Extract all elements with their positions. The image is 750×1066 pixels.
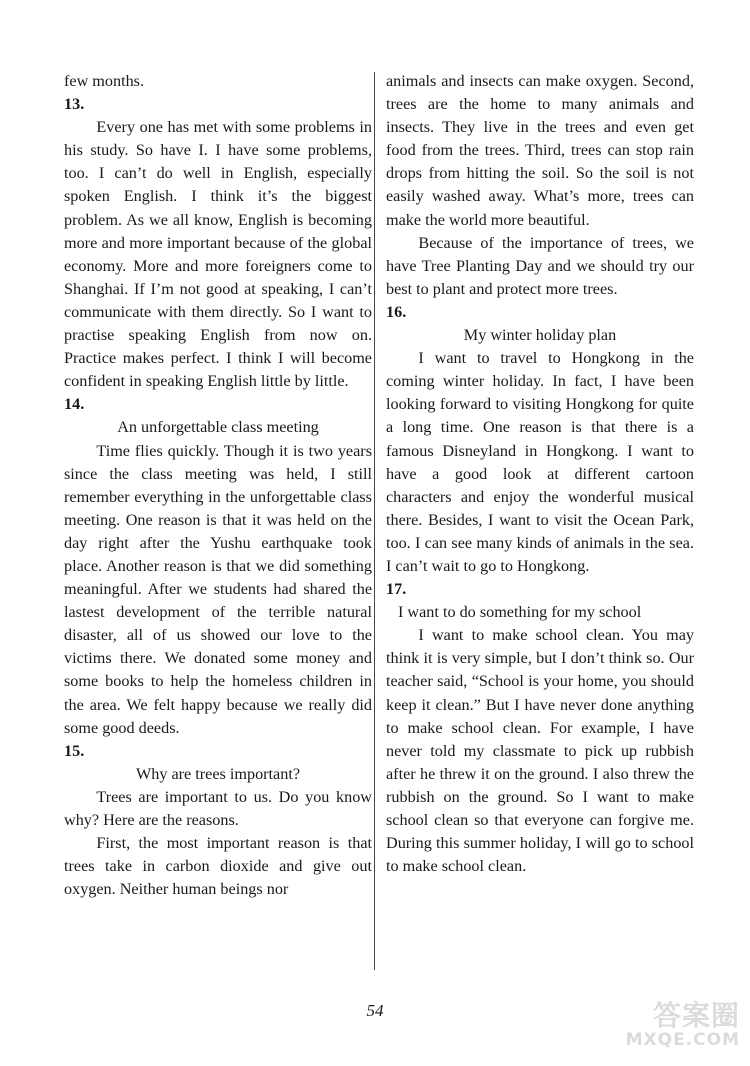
right-column bbox=[386, 70, 694, 878]
section-17-paragraph: I want to make school clean. You may think it is very simple, but I don’t think so. Our teacher said, “School is your home, you should keep it clean.” But I have never done anything to make school clean. For example, I have never told my classmate to pick up rubbish after he threw it on the ground. I also threw the rubbish on the ground. So I want to make school clean so that everyone can forgive me. During this summer holiday, I will go to school to make school clean. bbox=[386, 626, 694, 876]
section-15-paragraph-1: Trees are important to us. Do you know why? Here are the reasons. bbox=[64, 787, 372, 829]
section-14-title: An unforgettable class meeting bbox=[117, 418, 319, 437]
section-15-paragraph-2: First, the most important reason is that trees take in carbon dioxide and give out oxygen. Neither human beings nor bbox=[64, 834, 372, 899]
section-15-title: Why are trees important? bbox=[135, 764, 301, 783]
section-14-paragraph: Time flies quickly. Though it is two years since the class meeting was held, I still remember everything in the unforgettable class meeting. One reason is that it was held on the day right after the Yushu earthquake took place. Another reason is that we did something meaningful. After we students had shared the lastest development of the terrible natural disaster, all of us showed our love to the victims there. We donated some money and some books to help the homeless children in the area. We felt happy because we really did some good deeds. bbox=[64, 441, 372, 737]
section-16-title: My winter holiday plan bbox=[463, 326, 617, 345]
section-16-paragraph: I want to travel to Hongkong in the coming winter holiday. In fact, I have been looking forward to visiting Hongkong for quite a long time. One reason is that there is a famous Disneyland in Hongkong. I want to have a good look at different cartoon characters and enjoy the wonderful musical there. Besides, I want to visit the Ocean Park, too. I can see many kinds of animals in the sea. I can’t wait to go to Hongkong. bbox=[386, 349, 694, 575]
section-15-paragraph-3: Because of the importance of trees, we have Tree Planting Day and we should try our best to plant and protect more trees. bbox=[386, 233, 694, 298]
section-17-title: I want to do something for my school bbox=[398, 603, 642, 622]
section-13-number: 13. bbox=[64, 95, 85, 114]
column-divider bbox=[374, 72, 375, 970]
section-15-paragraph-2-continued: animals and insects can make oxygen. Second, trees are the home to many animals and insects. They live in the trees and even get food from the trees. Third, trees can stop rain drops from hitting the soil. So the soil is not easily washed away. What’s more, trees can make the world more beautiful. bbox=[386, 72, 694, 229]
section-14-number: 14. bbox=[64, 395, 85, 414]
section-15-number: 15. bbox=[64, 741, 85, 760]
watermark-top-text: 答案圈 bbox=[652, 999, 740, 1032]
intro-tail: few months. bbox=[64, 72, 145, 90]
left-column bbox=[64, 70, 372, 901]
section-17-number: 17. bbox=[386, 580, 407, 599]
section-13-paragraph: Every one has met with some problems in his study. So have I. I have some problems, too. I can’t do well in English, especially spoken English. I think it’s the biggest problem. As we all know, English is becoming more and more important because of the global economy. More and more foreigners come to Shanghai. If I’m not good at speaking, I can’t communicate with them directly. So I want to practise speaking English from now on. Practice makes perfect. I think I will become confident in speaking English little by little. bbox=[64, 118, 372, 391]
section-16-number: 16. bbox=[386, 302, 407, 321]
watermark-logo bbox=[590, 994, 740, 1052]
page-number: 54 bbox=[366, 1001, 384, 1020]
watermark-bottom-text: MXQE.COM bbox=[625, 1030, 740, 1050]
